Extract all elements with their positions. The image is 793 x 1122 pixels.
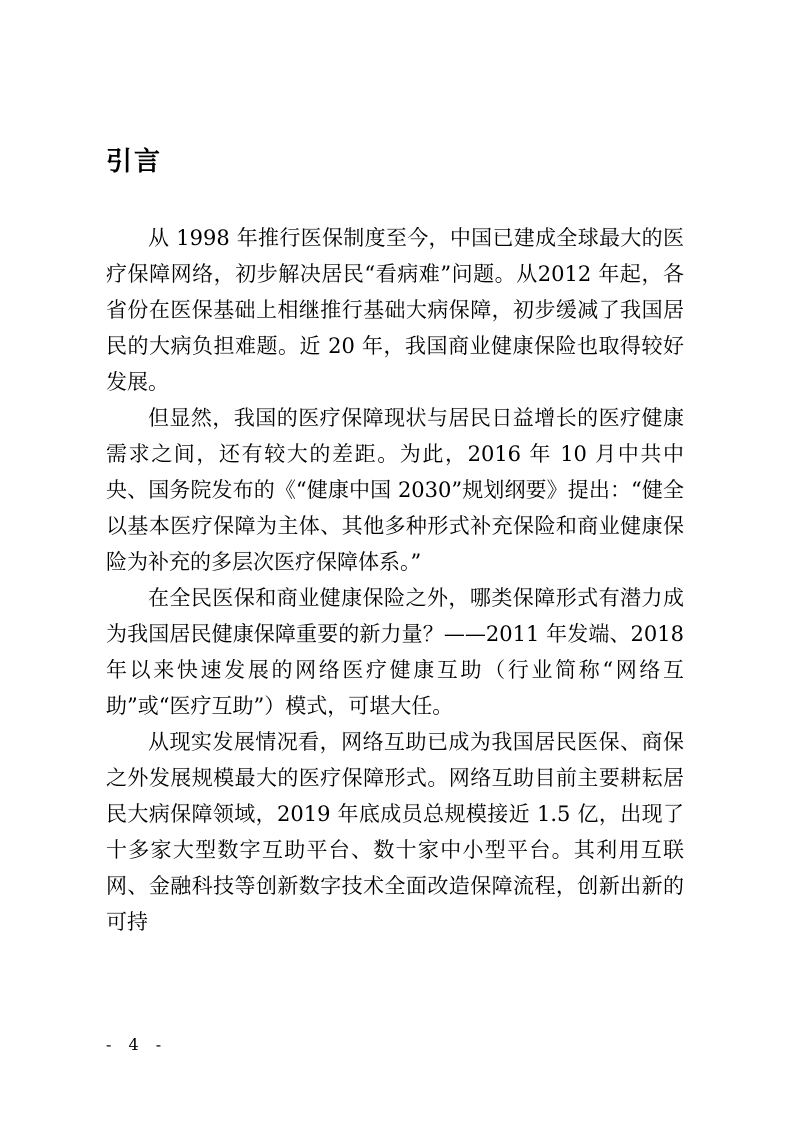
page-number: - 4 - [106,1035,168,1054]
paragraph-1: 从 1998 年推行医保制度至今，中国已建成全球最大的医疗保障网络，初步解决居民“看病难”问题。从2012 年起，各省份在医保基础上相继推行基础大病保障，初步缓减了我国居民的大病负担难题。近 20 年，我国商业健康保险也取得较好发展。 [106,226,684,394]
section-heading: 引言 [106,147,163,177]
body-text [106,220,684,940]
paragraph-2: 但显然，我国的医疗保障现状与居民日益增长的医疗健康需求之间，还有较大的差距。为此，2016 年 10 月中共中央、国务院发布的《“健康中国 2030”规划纲要》提出：“健全以基本医疗保障为主体、其他多种形式补充保险和商业健康保险为补充的多层次医疗保障体系。” [106,406,684,574]
paragraph-4: 从现实发展情况看，网络互助已成为我国居民医保、商保之外发展规模最大的医疗保障形式。网络互助目前主要耕耘居民大病保障领域，2019 年底成员总规模接近 1.5 亿，出现了十多家大型数字互助平台、数十家中小型平台。其利用互联网、金融科技等创新数字技术全面改造保障流程，创新出新的可持 [106,730,684,934]
paragraph-3: 在全民医保和商业健康保险之外，哪类保障形式有潜力成为我国居民健康保障重要的新力量？——2011 年发端、2018 年以来快速发展的网络医疗健康互助（行业简称“网络互助”或“医疗互助”）模式，可堪大任。 [106,586,684,718]
